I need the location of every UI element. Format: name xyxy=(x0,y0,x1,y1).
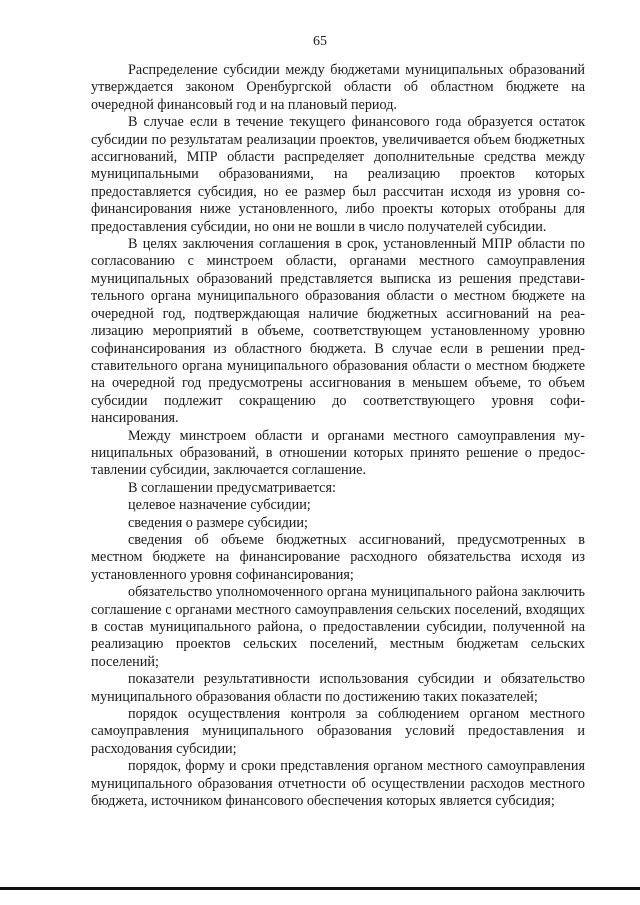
list-item: обязательство уполномоченного органа муниципального района заключить соглашение с органами местного самоуправления сельских поселений, входящих в состав муниципального района, о предоставлении субсидии, полученной на реализацию проектов сельских поселений, местным бюджетам сельских поселений; xyxy=(91,584,585,670)
list-item: порядок осуществления контроля за соблюдением органом местного самоуправления муниципального образования условий предоставления и расходования субсидии; xyxy=(91,706,585,757)
bottom-rule xyxy=(0,887,640,890)
paragraph: Между минстроем области и органами местного самоуправления муниципальных образований, в отношении которых принято решение о предоставлении субсидии, заключается соглашение. xyxy=(91,427,585,479)
paragraph: В целях заключения соглашения в срок, установленный МПР области по согласованию с минстроем области, органами местного самоуправления муниципальных образований представляется выписка из решения представительного органа муниципального образования области о местном бюджете на очередной год, подтверждающая наличие бюджетных ассигнований на реализацию мероприятий в объеме, соответствующем установленному уровню софинансирования из областного бюджета. В случае если в решении представительного органа муниципального образования области о местном бюджете на очередной год предусмотрены ассигнования в меньшем объеме, то объем субсидии подлежит сокращению до соответствующего уровня софинансирования. xyxy=(91,236,585,427)
list-item: сведения об объеме бюджетных ассигнований, предусмотренных в местном бюджете на финансирование расходного обязательства исходя из установленного уровня софинансирования; xyxy=(91,531,585,583)
paragraph: Распределение субсидии между бюджетами муниципальных образований утверждается законом Оренбургской области об областном бюджете на очередной финансовый год и на плановый период. xyxy=(91,62,585,113)
list-item: показатели результативности использования субсидии и обязательство муниципального образования области по достижению таких показателей; xyxy=(91,671,585,705)
list-item: порядок, форму и сроки представления органом местного самоуправления муниципального образования отчетности об осуществлении расходов местного бюджета, источником финансового обеспечения которых является субсидия; xyxy=(91,758,585,810)
paragraph: В случае если в течение текущего финансового года образуется остаток субсидии по результатам реализации проектов, увеличивается объем бюджетных ассигнований, МПР области распределяет дополнительные средства между муниципальными образованиями, на реализацию проектов которых предоставляется субсидия, но ее размер был рассчитан исходя из уровня софинансирования ниже установленного, либо проекты которых отобраны для предоставления субсидии, но они не вошли в число получателей субсидии. xyxy=(91,114,585,235)
paragraph: В соглашении предусматривается: xyxy=(128,479,336,496)
document-body xyxy=(91,62,585,810)
list-item: сведения о размере субсидии; xyxy=(128,514,308,531)
list-item: целевое назначение субсидии; xyxy=(128,497,311,514)
page-number: 65 xyxy=(313,34,327,49)
